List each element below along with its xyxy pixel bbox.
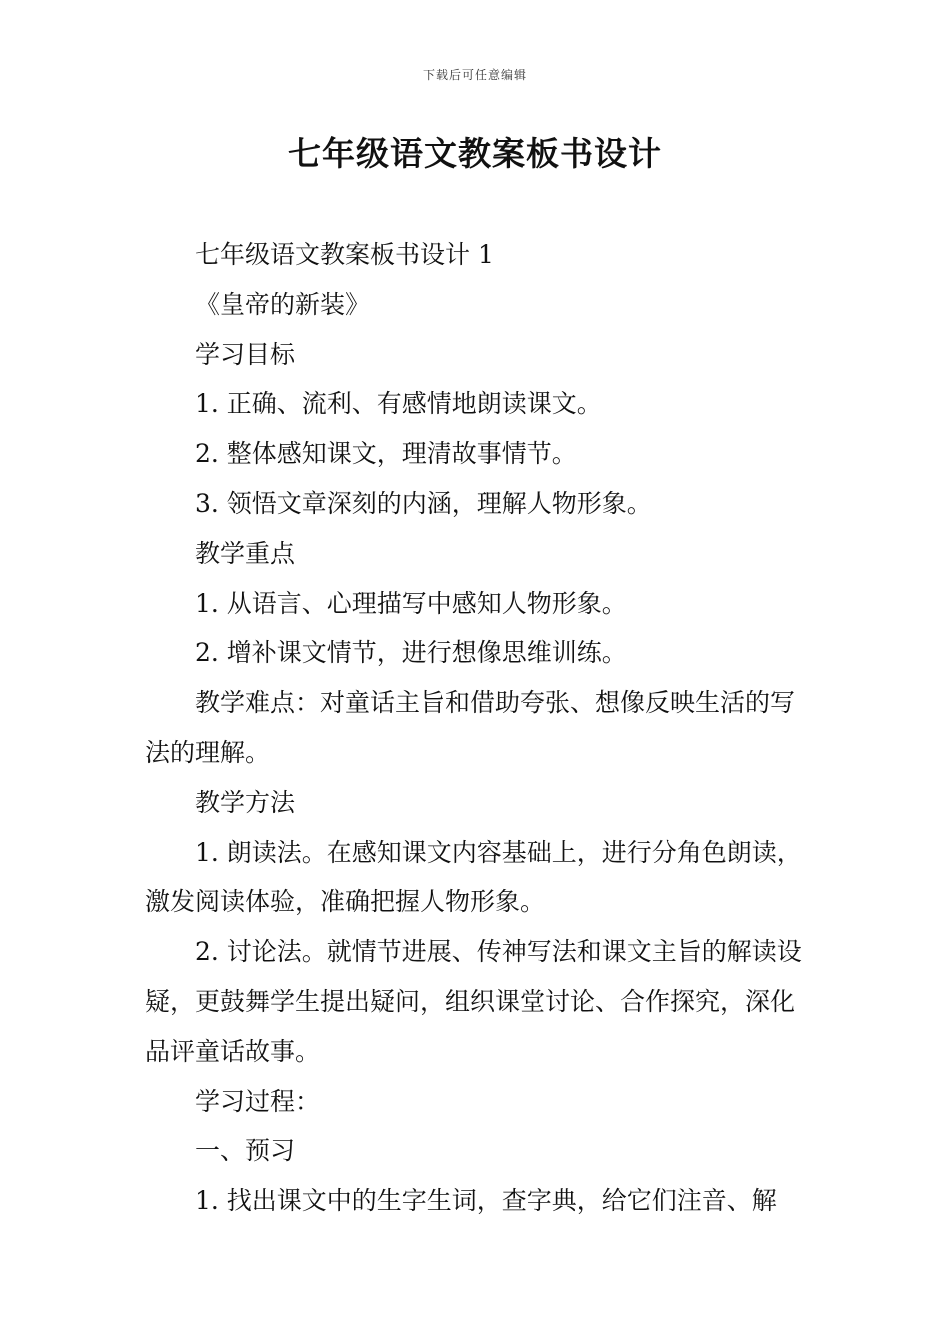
list-item: 1. 找出课文中的生字生词，查字典，给它们注音、解 xyxy=(195,1186,777,1216)
list-item: 2. 增补课文情节，进行想像思维训练。 xyxy=(195,638,627,668)
section-heading: 教学重点 xyxy=(195,538,296,568)
paragraph: 七年级语文教案板书设计 1 xyxy=(195,240,494,269)
section-heading: 教学方法 xyxy=(195,787,296,817)
document-title: 七年级语文教案板书设计 xyxy=(288,134,662,173)
section-heading: 学习目标 xyxy=(195,339,296,369)
list-item: 2. 整体感知课文，理清故事情节。 xyxy=(195,439,577,469)
document-body xyxy=(145,230,810,1226)
list-item: 1. 正确、流利、有感情地朗读课文。 xyxy=(195,389,602,419)
header-note: 下载后可任意编辑 xyxy=(422,68,527,82)
list-item: 3. 领悟文章深刻的内涵，理解人物形象。 xyxy=(195,488,652,518)
list-item: 1. 从语言、心理描写中感知人物形象。 xyxy=(195,588,627,618)
paragraph: 教学难点：对童话主旨和借助夸张、想像反映生活的写法的理解。 xyxy=(145,688,796,767)
section-heading: 学习过程： xyxy=(195,1086,321,1116)
list-item: 1. 朗读法。在感知课文内容基础上，进行分角色朗读，激发阅读体验，准确把握人物形象。 xyxy=(145,837,802,917)
paragraph: 《皇帝的新装》 xyxy=(195,289,371,319)
list-item: 2. 讨论法。就情节进展、传神写法和课文主旨的解读设疑，更鼓舞学生提出疑问，组织课堂讨论、合作探究，深化品评童话故事。 xyxy=(145,937,802,1066)
section-heading: 一、预习 xyxy=(195,1136,296,1166)
